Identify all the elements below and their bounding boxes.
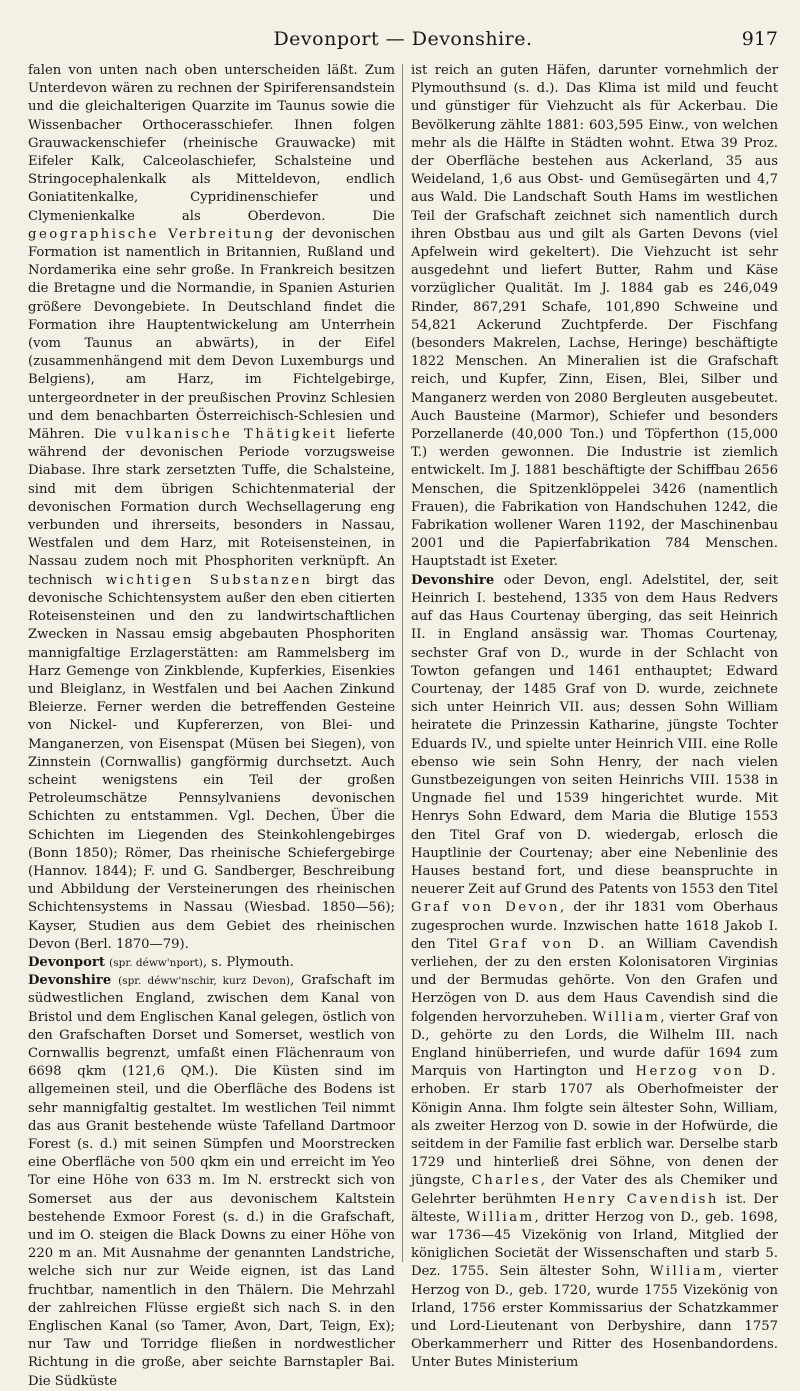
- entry-text: , Grafschaft im südwestlichen England, zwischen dem Kanal von Bristol und dem Englischen Kanal gelegen, östlich von den Grafschaften Dorset und Somerset, westlich von Cornwallis begrenzt, umfaßt einen Flächenraum von 6698 qkm (121,6 QM.). Die Küsten sind im allgemeinen steil, und die Oberfläche des Bodens ist sehr mannigfaltig gestaltet. Im westlichen Teil nimmt das aus Granit bestehende wüste Tafelland Dartmoor Forest (s. d.) mit seinen Sümpfen und Moorstrecken eine Oberfläche von 500 qkm ein und erreicht im Yeo Tor eine Höhe von 633 m. Im N. erstreckt sich von Somerset aus der aus devonischem Kaltstein bestehende Exmoor Forest (s. d.) in die Grafschaft, und im O. steigen die Black Downs zu einer Höhe von 220 m an. Mit Ausnahme der genannten Landstriche, welche sich nur zur Weide eignen, ist das Land fruchtbar, namentlich in den Thälern. Die Mehrzahl der zahlreichen Flüsse ergießt sich nach S. in den Englischen Kanal (so Tamer, Avon, Dart, Teign, Ex); nur Taw und Torridge fließen in nordwestlicher Richtung in die große, aber seichte Barnstapler Bai. Die Südküste: [28, 973, 395, 1389]
- entry-text: , der Vater des als Chemiker und Gelehrter berühmten: [411, 1173, 778, 1207]
- entry-text: , vierter Graf von D., gehörte zu den Lords, die Wilhelm III. nach England hinüberriefen, und wurde dafür 1694 zum Marquis von Hartington und: [411, 1009, 778, 1080]
- page-header: [28, 28, 778, 62]
- spaced-term: William: [466, 1209, 535, 1225]
- running-title: Devonport — Devonshire.: [273, 28, 533, 50]
- entry-text: ist. Der älteste,: [411, 1191, 778, 1225]
- entry-lemma: Devonshire: [411, 572, 495, 588]
- entry-lemma: Devonport: [28, 954, 105, 970]
- spaced-term: William: [650, 1264, 719, 1280]
- spaced-term: Charles: [471, 1173, 541, 1189]
- spaced-term: wichtigen Substanzen: [105, 572, 313, 588]
- spaced-term: Graf von Devon: [411, 900, 561, 916]
- spaced-term: geographische Verbreitung: [28, 226, 276, 242]
- page-number: 917: [741, 28, 778, 50]
- pronunciation: (spr. déww'nschir, kurz Devon): [118, 975, 291, 988]
- devonian-article-continuation: [28, 62, 395, 954]
- entry-devonshire-title: [411, 572, 778, 1373]
- spaced-term: Henry Cavendish: [563, 1191, 719, 1207]
- entry-text: , s. Plymouth.: [202, 954, 294, 970]
- entry-text: erhoben. Er starb 1707 als Oberhofmeister der Königin Anna. Ihm folgte sein ältester Sohn, William, als zweiter Herzog von D. sowie in der Hofwürde, die seitdem in der Familie fast erblich war. Derselbe starb 1729 und hinterließ drei Söhne, von denen der jüngste,: [411, 1082, 778, 1189]
- entry-text: an William Cavendish verliehen, der zu den ersten Kolonisatoren Virginias und der Bermudas gehörte. Von den Grafen und Herzögen von D. aus dem Haus Cavendish sind die folgenden hervorzuheben.: [411, 936, 778, 1025]
- entry-text: , der ihr 1831 vom Oberhaus zugesprochen wurde. Inzwischen hatte 1618 Jakob I. den Titel: [411, 900, 779, 952]
- entry-text: , vierter Herzog von D., geb. 1720, wurde 1755 Vizekönig von Irland, 1756 erster Kommissarius der Schatzkammer und Lord-Lieutenant von Derbyshire, dann 1757 Oberkammerherr und Ritter des Hosenbandordens. Unter Butes Ministerium: [411, 1264, 778, 1371]
- entry-text: oder Devon, engl. Adelstitel, der, seit Heinrich I. bestehend, 1335 von dem Haus Redvers auf das Haus Courtenay überging, das seit Heinrich II. in England ansässig war. Thomas Courtenay, sechster Graf von D., wurde in der Schlacht von Towton gefangen und 1461 enthauptet; Edward Courtenay, der 1485 Graf von D. wurde, zeichnete sich unter Heinrich VII. aus; dessen Sohn William heiratete die Prinzessin Katharine, jüngste Tochter Eduards IV., und spielte unter Heinrich VIII. eine Rolle ebenso wie sein Sohn Henry, der nach vielen Gunstbezeigungen von seiten Heinrichs VIII. 1538 in Ungnade fiel und 1539 hingerichtet wurde. Mit Henrys Sohn Edward, dem Maria die Blutige 1553 den Titel Graf von D. wiedergab, erlosch die Hauptlinie der Courtenay; aber eine Nebenlinie des Hauses bestand fort, und diese beanspruchte in neuerer Zeit auf Grund des Patents von 1553 den Titel: [411, 572, 778, 898]
- entry-lemma: Devonshire: [28, 973, 112, 989]
- text-run: der devonischen Formation ist namentlich in Britannien, Rußland und Nordamerika eine sehr große. In Frankreich besitzen die Bretagne und die Normandie, in Spanien Asturien größere Devongebiete. In Deutschland findet die Formation ihre Hauptentwickelung am Unterrhein (vom Taunus an abwärts), in der Eifel (zusammenhängend mit dem Devon Luxemburgs und Belgiens), am Harz, im Fichtelgebirge, untergeordneter in der preußischen Provinz Schlesien und dem benachbarten Österreichisch-Schlesien und Mähren. Die: [28, 226, 395, 443]
- right-column: [411, 62, 779, 1371]
- spaced-term: vulkanische Thätigkeit: [125, 427, 338, 443]
- text-run: lieferte während der devonischen Periode vorzugsweise Diabase. Ihre stark zersetzten Tuffe, die Schalsteine, sind mit dem übrigen Schichtenmaterial der devonischen Formation durch Wechsellagerung eng verbunden und ihrerseits, besonders in Nassau, Westfalen und dem Harz, mit Roteisensteinen, in Nassau zudem noch mit Phosphoriten verknüpft. An technisch: [28, 427, 395, 588]
- text-columns: [28, 62, 779, 1389]
- devonshire-county-continuation: ist reich an guten Häfen, darunter vornehmlich der Plymouthsund (s. d.). Das Klima ist mild und feucht und günstiger für Viehzucht als für Ackerbau. Die Bevölkerung zählte 1881: 603,595 Einw., von welchen mehr als die Hälfte in Städten wohnt. Etwa 39 Proz. der Oberfläche bestehen aus Ackerland, 35 aus Weideland, 1,6 aus Obst- und Gemüsegärten und 4,7 aus Wald. Die Landschaft South Hams im westlichen Teil der Grafschaft zeichnet sich namentlich durch ihren Obstbau aus und gilt als Garten Devons (viel Apfelwein wird gekeltert). Die Viehzucht ist sehr ausgedehnt und liefert Butter, Rahm und Käse vorzüglicher Qualität. Im J. 1884 gab es 246,049 Rinder, 867,291 Schafe, 101,890 Schweine und 54,821 Ackerund Zuchtpferde. Der Fischfang (besonders Makrelen, Lachse, Heringe) beschäftigte 1822 Menschen. An Mineralien ist die Grafschaft reich, und Kupfer, Zinn, Eisen, Blei, Silber und Manganerz werden von 2080 Bergleuten ausgebeutet. Auch Bausteine (Marmor), Schiefer und besonders Porzellanerde (40,000 Ton.) und Töpferthon (15,000 T.) werden gewonnen. Die Industrie ist ziemlich entwickelt. Im J. 1881 beschäftigte der Schiffbau 2656 Menschen, die Spitzenklöppelei 3426 (namentlich Frauen), die Fabrikation von Handschuhen 1242, die Fabrikation wollener Waren 1192, der Maschinenbau 2001 und die Papierfabrikation 784 Menschen. Hauptstadt ist Exeter.: [411, 63, 778, 570]
- spaced-term: Herzog von D.: [635, 1064, 778, 1080]
- text-run: birgt das devonische Schichtensystem außer den eben citierten Roteisensteinen und den zu landwirtschaftlichen Zwecken in Nassau emsig abgebauten Phosphoriten mannigfaltige Erzlagerstätten: am Rammelsberg im Harz Gemenge von Zinkblende, Kupferkies, Eisenkies und Bleiglanz, in Westfalen und bei Aachen Zinkund Bleierze. Ferner werden die betreffenden Gesteine von Nickel- und Kupfererzen, von Blei- und Manganerzen, von Eisenspat (Müsen bei Siegen), von Zinnstein (Cornwallis) gangförmig durchsetzt. Auch scheint wenigstens ein Teil der großen Petroleumschätze Pennsylvaniens devonischen Schichten zu entstammen. Vgl. Dechen, Über die Schichten im Liegenden des Steinkohlengebirges (Bonn 1850); Römer, Das rheinische Schiefergebirge (Hannov. 1844); F. und G. Sandberger, Beschreibung und Abbildung der Versteinerungen des rheinischen Schichtensystems in Nassau (Wiesbad. 1850—56); Kayser, Studien aus dem Gebiet des rheinischen Devon (Berl. 1870—79).: [28, 572, 395, 952]
- text-run: falen von unten nach oben unterscheiden läßt. Zum Unterdevon wären zu rechnen der Spiriferensandstein und die gleichalterigen Quarzite im Taunus sowie die Wissenbacher Orthocerasschiefer. Ihnen folgen Grauwackenschiefer (rheinische Grauwacke) mit Eifeler Kalk, Calceolaschiefer, Schalsteine und Stringocephalenkalk als Mitteldevon, endlich Goniatitenkalke, Cypridinenschiefer und Clymenienkalke als Oberdevon. Die: [28, 63, 395, 224]
- left-column: [28, 62, 395, 1389]
- entry-text: , dritter Herzog von D., geb. 1698, war 1736—45 Vizekönig von Irland, Mitglied der königlichen Societät der Wissenschaften und starb 5. Dez. 1755. Sein ältester Sohn,: [411, 1209, 778, 1280]
- pronunciation: (spr. déww'nport): [109, 956, 203, 969]
- spaced-term: William: [592, 1009, 661, 1025]
- entry-devonshire-county: [28, 972, 395, 1391]
- entry-devonport: [28, 954, 395, 972]
- spaced-term: Graf von D.: [488, 936, 608, 952]
